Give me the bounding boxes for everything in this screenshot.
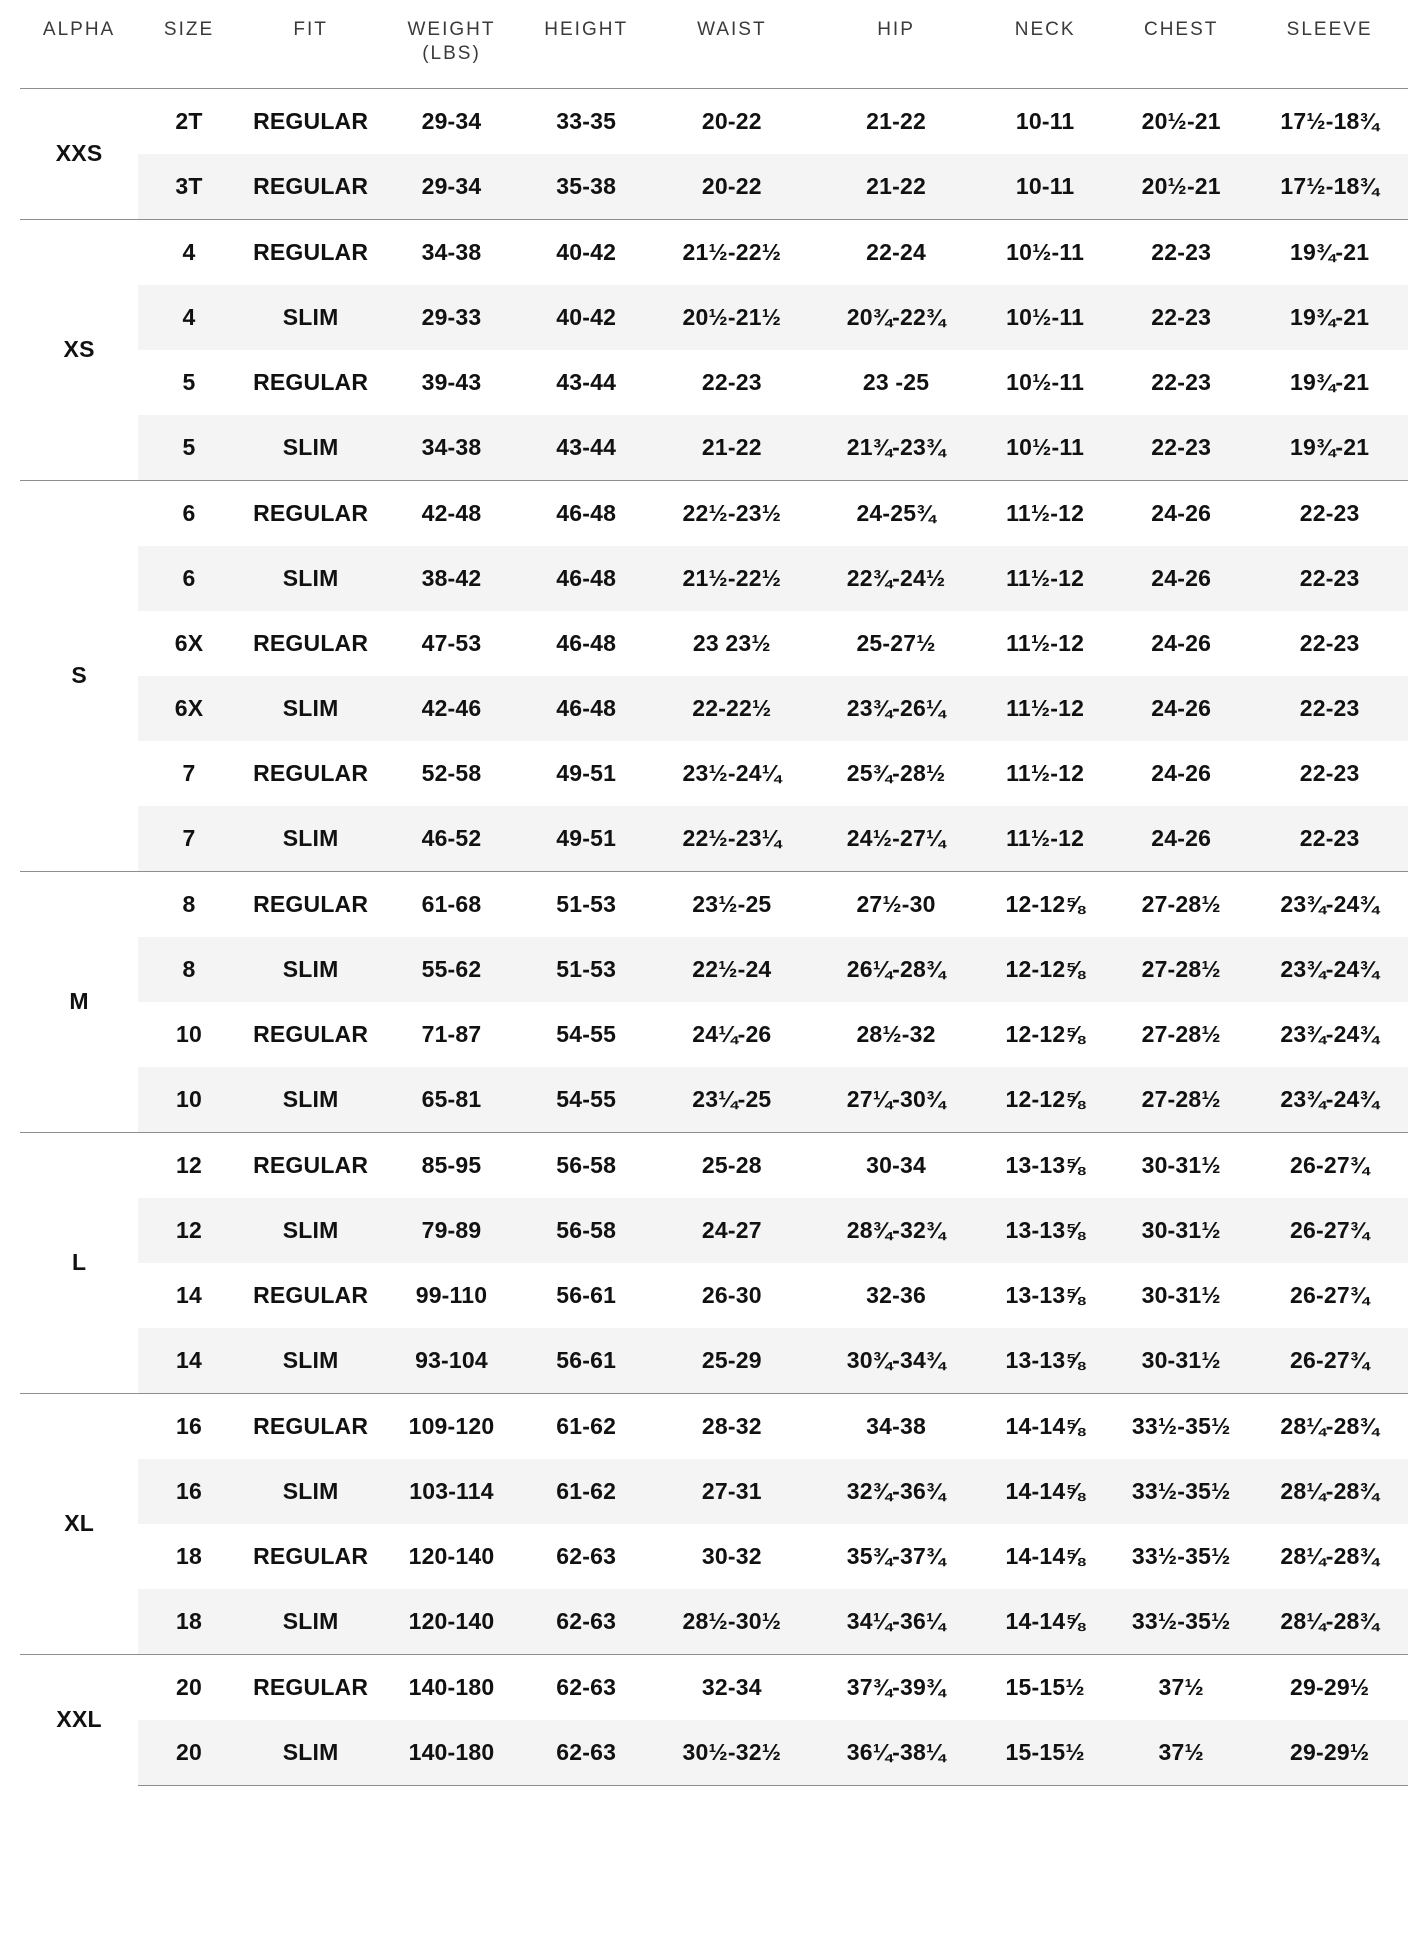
table-row: [20, 611, 1408, 676]
cell-waist: 23¼-25: [651, 1067, 813, 1133]
cell-fit: SLIM: [240, 1589, 382, 1655]
cell-chest: 33½-35½: [1111, 1459, 1251, 1524]
cell-waist: 21-22: [651, 415, 813, 481]
cell-neck: 10½-11: [1006, 368, 1085, 395]
cell-height: 51-53: [522, 937, 651, 1002]
cell-size: 12: [138, 1132, 240, 1198]
cell-fit: REGULAR: [240, 219, 382, 285]
cell-weight: 79-89: [381, 1198, 521, 1263]
cell-hip: 21-22: [813, 154, 979, 220]
table-row: [20, 154, 1408, 220]
cell-fit: REGULAR: [253, 1542, 369, 1569]
cell-neck: 15-15½: [979, 1720, 1111, 1786]
table-row: [20, 546, 1408, 611]
column-header-alpha: ALPHA: [42, 19, 116, 40]
cell-waist: 21½-22½: [651, 546, 813, 611]
cell-sleeve: 17½-18¾: [1251, 88, 1408, 154]
cell-chest: 27-28½: [1141, 1020, 1221, 1047]
cell-neck: 14-14⅝: [979, 1589, 1111, 1655]
table-row: [20, 1720, 1408, 1786]
cell-neck: 10½-11: [979, 415, 1111, 481]
cell-size: 14: [138, 1328, 240, 1394]
cell-weight: 103-114: [381, 1459, 521, 1524]
cell-weight: 42-48: [381, 480, 521, 546]
cell-waist: 20-22: [651, 88, 813, 154]
cell-weight: 55-62: [381, 937, 521, 1002]
table-row: [20, 350, 1408, 415]
cell-weight: 99-110: [415, 1281, 488, 1308]
cell-size: 6: [138, 546, 240, 611]
cell-hip: 22¾-24½: [813, 546, 979, 611]
cell-weight: 120-140: [381, 1589, 521, 1655]
cell-alpha: XL: [20, 1393, 138, 1654]
column-header-fit: FIT: [293, 19, 328, 40]
column-header-weight-line1: WEIGHT: [407, 19, 496, 40]
cell-weight: 109-120: [381, 1393, 521, 1459]
cell-height: 46-48: [522, 676, 651, 741]
cell-hip: 28¾-32¾: [813, 1198, 979, 1263]
cell-weight: 29-34: [381, 88, 521, 154]
cell-hip: 34-38: [813, 1393, 979, 1459]
cell-neck: 12-12⅝: [979, 937, 1111, 1002]
cell-height: 43-44: [556, 368, 617, 395]
table-row: [20, 1263, 1408, 1328]
cell-fit: SLIM: [240, 1067, 382, 1133]
cell-neck: 10-11: [979, 154, 1111, 220]
cell-hip: 25-27½: [856, 629, 936, 656]
cell-neck: 14-14⅝: [1005, 1542, 1085, 1569]
table-row: [20, 1524, 1408, 1589]
cell-chest: 22-23: [1111, 415, 1251, 481]
cell-hip: 27¼-30¾: [813, 1067, 979, 1133]
cell-waist: 23½-24¼: [682, 759, 782, 786]
cell-waist: 28½-30½: [651, 1589, 813, 1655]
cell-hip: 22-24: [813, 219, 979, 285]
cell-height: 62-63: [522, 1720, 651, 1786]
cell-neck: 12-12⅝: [979, 871, 1111, 937]
cell-weight: 39-43: [421, 368, 482, 395]
cell-waist: 28-32: [651, 1393, 813, 1459]
cell-waist: 20-22: [651, 154, 813, 220]
cell-size: 4: [138, 285, 240, 350]
cell-chest: 30-31½: [1141, 1281, 1221, 1308]
table-row: [20, 415, 1408, 481]
column-header-height: HEIGHT: [544, 19, 629, 40]
cell-sleeve: 26-27¾: [1251, 1132, 1408, 1198]
column-header-sleeve: SLEEVE: [1286, 19, 1373, 40]
cell-weight: 29-33: [381, 285, 521, 350]
table-row: [20, 285, 1408, 350]
cell-neck: 10-11: [979, 88, 1111, 154]
cell-hip: 25¾-28½: [846, 759, 946, 786]
cell-height: 61-62: [522, 1393, 651, 1459]
cell-sleeve: 23¾-24¾: [1251, 1067, 1408, 1133]
cell-waist: 22½-23¼: [651, 806, 813, 872]
cell-fit: SLIM: [240, 676, 382, 741]
cell-size: 8: [138, 871, 240, 937]
cell-weight: 140-180: [381, 1654, 521, 1720]
cell-neck: 11½-12: [1006, 759, 1085, 786]
cell-sleeve: 28¼-28¾: [1251, 1589, 1408, 1655]
table-row: [20, 871, 1408, 937]
cell-neck: 10½-11: [979, 219, 1111, 285]
cell-hip: 30¾-34¾: [813, 1328, 979, 1394]
table-row: [20, 1328, 1408, 1394]
cell-neck: 11½-12: [979, 480, 1111, 546]
cell-size: 10: [138, 1067, 240, 1133]
cell-fit: SLIM: [240, 1459, 382, 1524]
size-chart-table: [20, 0, 1408, 1786]
cell-neck: 11½-12: [979, 806, 1111, 872]
cell-alpha: XS: [20, 219, 138, 480]
table-row: [20, 1198, 1408, 1263]
cell-hip: 24-25¾: [813, 480, 979, 546]
cell-neck: 10½-11: [979, 285, 1111, 350]
column-header-weight-line2: (LBS): [422, 42, 481, 64]
cell-chest: 37½: [1111, 1654, 1251, 1720]
cell-sleeve: 28¼-28¾: [1251, 1459, 1408, 1524]
cell-sleeve: 19¾-21: [1290, 368, 1370, 395]
cell-waist: 21½-22½: [651, 219, 813, 285]
cell-chest: 33½-35½: [1131, 1542, 1231, 1569]
cell-hip: 26¼-28¾: [813, 937, 979, 1002]
cell-waist: 22-23: [701, 368, 762, 395]
cell-height: 33-35: [522, 88, 651, 154]
cell-waist: 25-29: [651, 1328, 813, 1394]
cell-neck: 11½-12: [1006, 629, 1085, 656]
table-row: [20, 88, 1408, 154]
table-row: [20, 1132, 1408, 1198]
cell-size: 20: [138, 1654, 240, 1720]
cell-fit: SLIM: [240, 285, 382, 350]
cell-sleeve: 26-27¾: [1251, 1198, 1408, 1263]
cell-neck: 14-14⅝: [979, 1393, 1111, 1459]
cell-alpha: XXS: [20, 88, 138, 219]
cell-fit: REGULAR: [253, 629, 369, 656]
cell-sleeve: 17½-18¾: [1251, 154, 1408, 220]
cell-fit: SLIM: [240, 806, 382, 872]
cell-waist: 24¼-26: [692, 1020, 772, 1047]
cell-waist: 22½-23½: [651, 480, 813, 546]
cell-chest: 22-23: [1111, 219, 1251, 285]
table-row: [20, 1002, 1408, 1067]
cell-waist: 20½-21½: [651, 285, 813, 350]
cell-hip: 20¾-22¾: [813, 285, 979, 350]
cell-chest: 20½-21: [1111, 154, 1251, 220]
column-header-chest: CHEST: [1143, 19, 1219, 40]
cell-sleeve: 22-23: [1251, 480, 1408, 546]
cell-chest: 30-31½: [1111, 1198, 1251, 1263]
cell-weight: 61-68: [381, 871, 521, 937]
cell-hip: 23¾-26¼: [813, 676, 979, 741]
cell-height: 46-48: [556, 629, 617, 656]
cell-fit: REGULAR: [253, 368, 369, 395]
cell-waist: 23 23½: [692, 629, 771, 656]
cell-fit: REGULAR: [240, 88, 382, 154]
cell-sleeve: 22-23: [1299, 759, 1360, 786]
cell-chest: 30-31½: [1111, 1328, 1251, 1394]
cell-chest: 33½-35½: [1111, 1393, 1251, 1459]
cell-height: 46-48: [522, 546, 651, 611]
cell-weight: 38-42: [381, 546, 521, 611]
cell-size: 3T: [138, 154, 240, 220]
cell-size: 20: [138, 1720, 240, 1786]
cell-chest: 20½-21: [1111, 88, 1251, 154]
cell-size: 7: [138, 806, 240, 872]
cell-chest: 27-28½: [1111, 871, 1251, 937]
cell-sleeve: 26-27¾: [1251, 1328, 1408, 1394]
cell-weight: 34-38: [381, 415, 521, 481]
cell-height: 35-38: [522, 154, 651, 220]
cell-fit: SLIM: [240, 937, 382, 1002]
cell-chest: 24-26: [1151, 759, 1212, 786]
cell-neck: 12-12⅝: [979, 1067, 1111, 1133]
table-header: [20, 0, 1408, 88]
cell-waist: 22-22½: [651, 676, 813, 741]
cell-size: 14: [176, 1281, 202, 1308]
cell-height: 62-63: [522, 1654, 651, 1720]
column-header-neck: NECK: [1014, 19, 1076, 40]
cell-weight: 120-140: [408, 1542, 495, 1569]
cell-weight: 42-46: [381, 676, 521, 741]
cell-size: 18: [176, 1542, 202, 1569]
cell-hip: 27½-30: [813, 871, 979, 937]
cell-sleeve: 22-23: [1299, 629, 1360, 656]
cell-fit: SLIM: [240, 415, 382, 481]
cell-weight: 52-58: [421, 759, 482, 786]
cell-weight: 140-180: [381, 1720, 521, 1786]
cell-height: 61-62: [522, 1459, 651, 1524]
cell-height: 51-53: [522, 871, 651, 937]
cell-waist: 26-30: [701, 1281, 762, 1308]
cell-size: 10: [176, 1020, 202, 1047]
table-row: [20, 741, 1408, 806]
cell-weight: 47-53: [421, 629, 482, 656]
cell-sleeve: 19¾-21: [1251, 219, 1408, 285]
column-header-hip: HIP: [877, 19, 915, 40]
cell-hip: 34¼-36¼: [813, 1589, 979, 1655]
cell-fit: REGULAR: [253, 1020, 369, 1047]
column-header-waist: WAIST: [697, 19, 767, 40]
cell-hip: 21-22: [813, 88, 979, 154]
table-row: [20, 676, 1408, 741]
cell-alpha: S: [20, 480, 138, 871]
cell-waist: 23½-25: [651, 871, 813, 937]
cell-sleeve: 22-23: [1251, 546, 1408, 611]
cell-height: 54-55: [522, 1067, 651, 1133]
cell-size: 6X: [174, 629, 204, 656]
table-body: [20, 88, 1408, 1785]
cell-size: 6X: [138, 676, 240, 741]
cell-waist: 27-31: [651, 1459, 813, 1524]
cell-fit: REGULAR: [253, 759, 369, 786]
cell-size: 5: [138, 415, 240, 481]
cell-sleeve: 28¼-28¾: [1251, 1393, 1408, 1459]
table-row: [20, 219, 1408, 285]
cell-sleeve: 22-23: [1251, 806, 1408, 872]
cell-neck: 15-15½: [979, 1654, 1111, 1720]
cell-size: 12: [138, 1198, 240, 1263]
cell-chest: 27-28½: [1111, 937, 1251, 1002]
cell-hip: 24½-27¼: [813, 806, 979, 872]
cell-fit: SLIM: [240, 1328, 382, 1394]
cell-weight: 93-104: [381, 1328, 521, 1394]
cell-size: 16: [138, 1459, 240, 1524]
cell-weight: 71-87: [421, 1020, 482, 1047]
table-row: [20, 806, 1408, 872]
cell-chest: 24-26: [1151, 629, 1212, 656]
cell-waist: 22½-24: [651, 937, 813, 1002]
cell-size: 18: [138, 1589, 240, 1655]
cell-fit: REGULAR: [240, 871, 382, 937]
cell-height: 62-63: [522, 1589, 651, 1655]
cell-height: 56-58: [522, 1132, 651, 1198]
cell-weight: 85-95: [381, 1132, 521, 1198]
cell-waist: 25-28: [651, 1132, 813, 1198]
cell-sleeve: 19¾-21: [1251, 415, 1408, 481]
cell-chest: 24-26: [1111, 546, 1251, 611]
cell-chest: 22-23: [1151, 368, 1212, 395]
cell-height: 40-42: [522, 285, 651, 350]
table-row: [20, 937, 1408, 1002]
cell-size: 6: [138, 480, 240, 546]
cell-alpha: L: [20, 1132, 138, 1393]
table-row: [20, 480, 1408, 546]
cell-neck: 11½-12: [979, 676, 1111, 741]
header-row: [20, 0, 1408, 88]
cell-chest: 33½-35½: [1111, 1589, 1251, 1655]
table-row: [20, 1459, 1408, 1524]
cell-waist: 30½-32½: [651, 1720, 813, 1786]
cell-sleeve: 26-27¾: [1290, 1281, 1370, 1308]
cell-waist: 24-27: [651, 1198, 813, 1263]
cell-fit: SLIM: [240, 1198, 382, 1263]
cell-height: 54-55: [556, 1020, 617, 1047]
cell-hip: 32-36: [866, 1281, 926, 1308]
cell-height: 40-42: [522, 219, 651, 285]
cell-chest: 27-28½: [1111, 1067, 1251, 1133]
cell-hip: 30-34: [813, 1132, 979, 1198]
table-row: [20, 1654, 1408, 1720]
cell-size: 4: [138, 219, 240, 285]
cell-neck: 13-13⅝: [1005, 1281, 1085, 1308]
cell-neck: 13-13⅝: [979, 1328, 1111, 1394]
cell-size: 5: [182, 368, 196, 395]
cell-hip: 36¼-38¼: [813, 1720, 979, 1786]
cell-chest: 24-26: [1111, 676, 1251, 741]
cell-alpha: XXL: [20, 1654, 138, 1785]
cell-neck: 14-14⅝: [979, 1459, 1111, 1524]
cell-sleeve: 23¾-24¾: [1280, 1020, 1379, 1047]
cell-weight: 34-38: [381, 219, 521, 285]
cell-size: 2T: [138, 88, 240, 154]
cell-hip: 28½-32: [856, 1020, 936, 1047]
cell-size: 7: [182, 759, 196, 786]
cell-fit: REGULAR: [240, 480, 382, 546]
cell-weight: 29-34: [381, 154, 521, 220]
cell-hip: 32¾-36¾: [813, 1459, 979, 1524]
table-row: [20, 1067, 1408, 1133]
cell-neck: 13-13⅝: [979, 1198, 1111, 1263]
cell-chest: 37½: [1111, 1720, 1251, 1786]
cell-fit: REGULAR: [240, 1132, 382, 1198]
cell-neck: 13-13⅝: [979, 1132, 1111, 1198]
cell-fit: REGULAR: [240, 1654, 382, 1720]
cell-fit: REGULAR: [240, 154, 382, 220]
cell-hip: 35¾-37¾: [846, 1542, 946, 1569]
cell-hip: 23 -25: [862, 368, 930, 395]
cell-neck: 11½-12: [979, 546, 1111, 611]
cell-chest: 24-26: [1111, 480, 1251, 546]
cell-fit: SLIM: [240, 1720, 382, 1786]
cell-height: 62-63: [556, 1542, 617, 1569]
cell-height: 49-51: [556, 759, 617, 786]
cell-hip: 21¾-23¾: [813, 415, 979, 481]
cell-fit: SLIM: [240, 546, 382, 611]
column-header-size: SIZE: [163, 19, 215, 40]
cell-weight: 46-52: [381, 806, 521, 872]
cell-sleeve: 23¾-24¾: [1251, 871, 1408, 937]
cell-height: 56-61: [522, 1328, 651, 1394]
table-row: [20, 1393, 1408, 1459]
cell-chest: 24-26: [1111, 806, 1251, 872]
cell-sleeve: 28¼-28¾: [1280, 1542, 1379, 1569]
cell-sleeve: 29-29½: [1251, 1720, 1408, 1786]
cell-hip: 37¾-39¾: [813, 1654, 979, 1720]
cell-height: 56-58: [522, 1198, 651, 1263]
cell-waist: 32-34: [651, 1654, 813, 1720]
cell-weight: 65-81: [381, 1067, 521, 1133]
cell-sleeve: 19¾-21: [1251, 285, 1408, 350]
cell-size: 8: [138, 937, 240, 1002]
cell-chest: 30-31½: [1111, 1132, 1251, 1198]
cell-sleeve: 23¾-24¾: [1251, 937, 1408, 1002]
cell-height: 46-48: [522, 480, 651, 546]
cell-sleeve: 29-29½: [1251, 1654, 1408, 1720]
cell-sleeve: 22-23: [1251, 676, 1408, 741]
cell-fit: REGULAR: [253, 1281, 369, 1308]
cell-alpha: M: [20, 871, 138, 1132]
table-row: [20, 1589, 1408, 1655]
cell-height: 56-61: [556, 1281, 617, 1308]
cell-height: 49-51: [522, 806, 651, 872]
cell-chest: 22-23: [1111, 285, 1251, 350]
cell-neck: 12-12⅝: [1005, 1020, 1085, 1047]
cell-fit: REGULAR: [240, 1393, 382, 1459]
cell-waist: 30-32: [701, 1542, 762, 1569]
column-header-weight: [381, 0, 521, 88]
cell-height: 43-44: [522, 415, 651, 481]
cell-size: 16: [138, 1393, 240, 1459]
